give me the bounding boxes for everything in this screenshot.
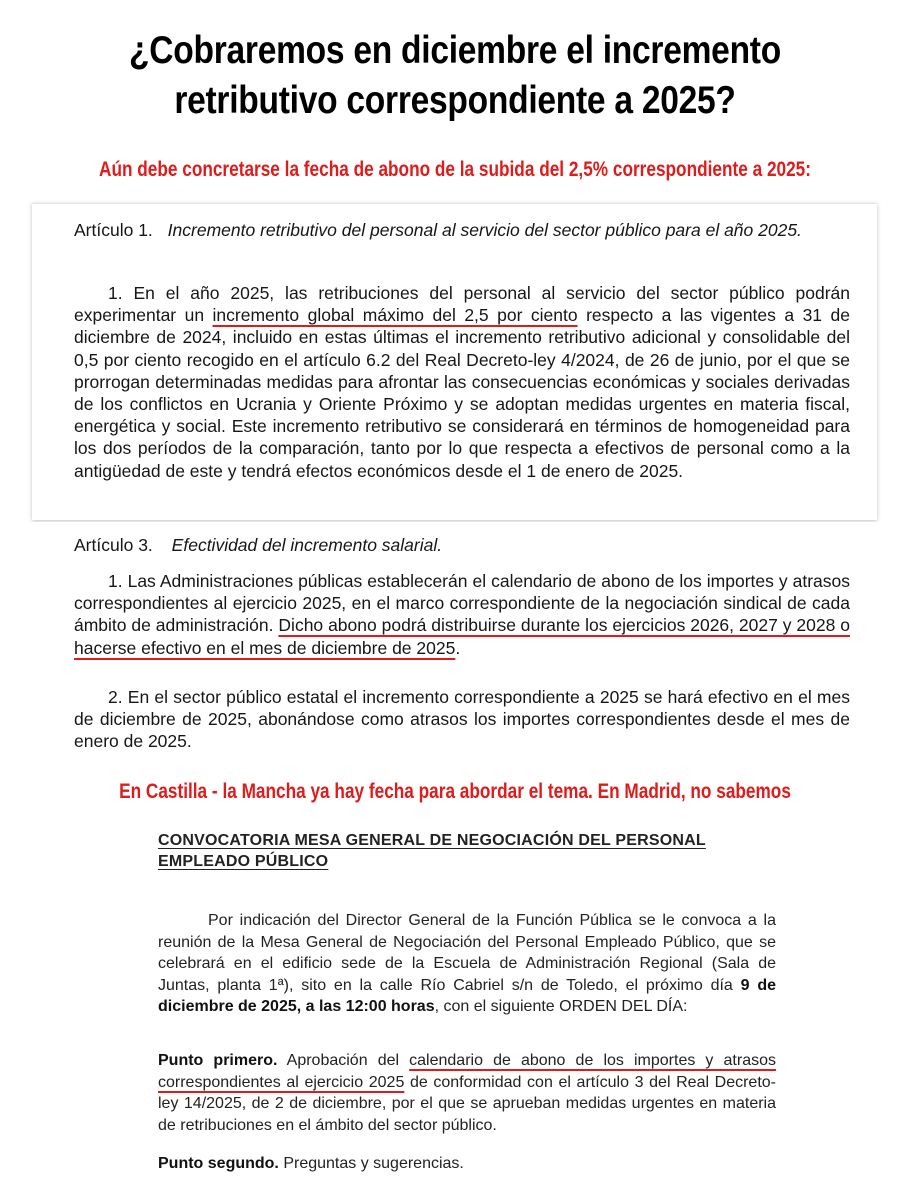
article-1-p1-text-b: respecto a las vigentes a 31 de diciembre de 2024, incluido en estas últimas el incremento retributivo adicional y consolidable del 0,5 por ciento recogido en el artículo 6.2 del Real Decreto-ley 4/2024, de 26 de junio, por el que se prorrogan determinadas medidas para afrontar las consecuencias económicas y sociales derivadas de los conflictos en Ucrania y Oriente Próximo y se adoptan medidas urgentes en materia fiscal, energética y social. Este incremento retributivo se considerará en términos de homogeneidad para los dos períodos de la comparación, tanto por lo que respecta a efectivos de personal como a la antigüedad de este y tendrá efectos económicos desde el 1 de enero de 2025.: [74, 305, 850, 481]
article-3-paragraph-1: [74, 570, 850, 659]
article-1-heading: [74, 219, 852, 241]
article-3-paragraph-2: 2. En el sector público estatal el incremento correspondiente a 2025 se hará efectivo en el mes de diciembre de 2025, abonándose como atrasos los importes correspondientes desde el mes de enero de 2025.: [74, 687, 850, 752]
headline: [64, 26, 847, 126]
convocatoria-p1-text-b: , con el siguiente ORDEN DEL DÍA:: [434, 998, 688, 1015]
article-3-title: Efectividad del incremento salarial.: [171, 535, 443, 555]
article-1-p1-underlined: incremento global máximo del 2,5 por ciento: [212, 305, 578, 326]
headline-line-1: ¿Cobraremos en diciembre el incremento: [129, 29, 781, 72]
convocatoria-title: [158, 830, 776, 872]
article-3-p1-text-a: 1. Las Administraciones públicas establecerán el calendario de abono de los importes y atrasos correspondientes al ejercicio 2025, en el marco correspondiente de la negociación sindical de cada ámbito de administración.: [74, 571, 850, 636]
convocatoria-punto-primero: [158, 1050, 776, 1136]
article-3-p1-text-b: .: [455, 637, 461, 658]
convocatoria-title-line-1: CONVOCATORIA MESA GENERAL DE NEGOCIACIÓN DEL PERSONAL: [158, 832, 706, 849]
convocatoria-p1-date: 9 de diciembre de 2025, a las 12:00 horas: [158, 976, 777, 1015]
punto-primero-text-a: Aprobación del: [277, 1052, 410, 1069]
article-1-clipping: [32, 203, 877, 520]
article-3-label: Artículo 3.: [74, 535, 153, 555]
convocatoria-p1-text-a: Por indicación del Director General de la Función Pública se le convoca a la reunión de la Mesa General de Negociación del Personal Empleado Público, que se celebrará en el edificio sede de la Escuela de Administración Regional (Sala de Juntas, planta 1ª), sito en la calle Río Cabriel s/n de Toledo, el próximo día: [158, 912, 776, 994]
article-1-label: Artículo 1.: [74, 220, 153, 240]
subheading-castilla-la-mancha: En Castilla - la Mancha ya hay fecha para abordar el tema. En Madrid, no sabemos: [119, 780, 791, 803]
punto-primero-label: Punto primero.: [158, 1052, 278, 1069]
subheading-fecha-abono: Aún debe concretarse la fecha de abono de la subida del 2,5% correspondiente a 2025:: [99, 158, 811, 181]
convocatoria-title-line-2: EMPLEADO PÚBLICO: [158, 853, 329, 870]
punto-primero-underlined: calendario de abono de los importes y atrasos correspondientes al ejercicio 2025: [158, 1052, 776, 1091]
article-3-p1-underlined: Dicho abono podrá distribuirse durante los ejercicios 2026, 2027 y 2028 o hacerse efectivo en el mes de diciembre de 2025: [74, 615, 850, 658]
article-3-clipping: [32, 522, 877, 772]
punto-primero-text-b: de conformidad con el artículo 3 del Real Decreto-ley 14/2025, de 2 de diciembre, por el que se aprueban medidas urgentes en materia de retribuciones en el ámbito del sector público.: [158, 1073, 777, 1134]
article-1-title: Incremento retributivo del personal al servicio del sector público para el año 2025.: [167, 220, 802, 240]
punto-segundo-text: Preguntas y sugerencias.: [278, 1155, 464, 1172]
punto-segundo-label: Punto segundo.: [158, 1155, 279, 1172]
article-1-p1-text-a: 1. En el año 2025, las retribuciones del personal al servicio del sector público podrán experimentar un: [74, 283, 850, 326]
article-1-paragraph-1: [74, 282, 850, 482]
convocatoria-punto-segundo: [158, 1153, 776, 1175]
convocatoria-paragraph-1: [158, 910, 776, 1018]
headline-line-2: retributivo correspondiente a 2025?: [174, 79, 736, 122]
article-3-heading: [74, 534, 852, 556]
